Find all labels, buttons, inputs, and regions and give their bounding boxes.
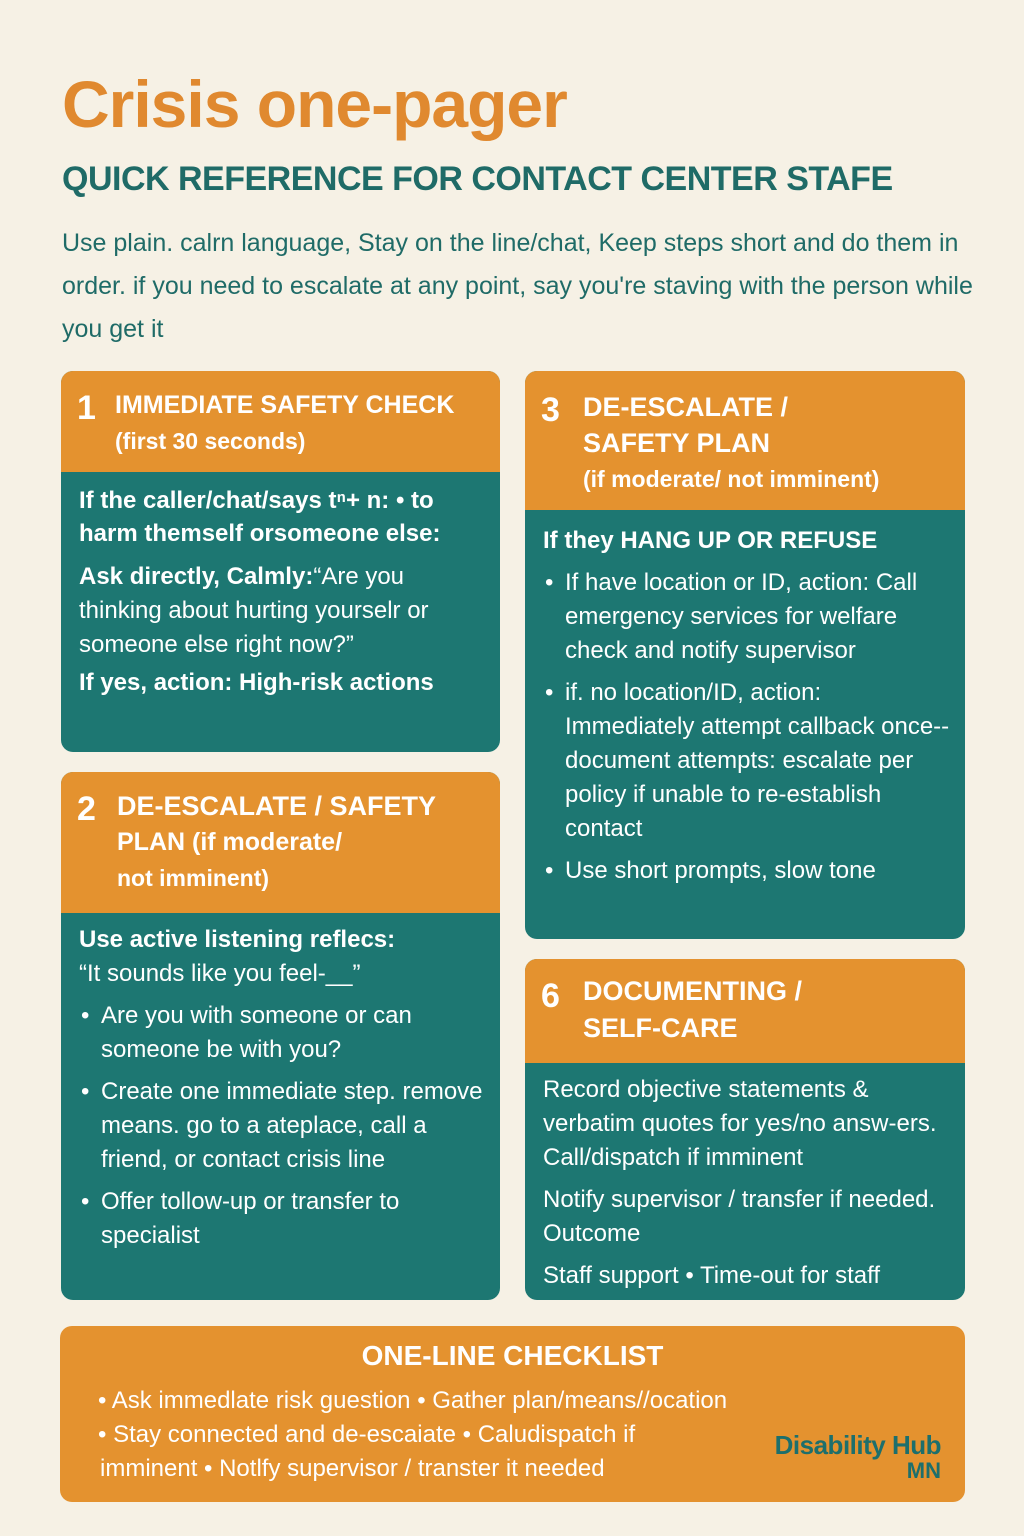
card-title-line: PLAN (if moderate/ xyxy=(117,828,343,856)
card-paragraph: Record objective statements & verbatim quotes for yes/no answ-ers. Call/dispatch if imminent xyxy=(543,1076,937,1171)
card-title-line: DE-ESCALATE / xyxy=(583,392,789,422)
checklist-title: ONE-LINE CHECKLIST xyxy=(361,1340,664,1371)
step-number: 1 xyxy=(77,389,96,427)
list-item: • Use short prompts, slow tone xyxy=(543,854,951,888)
card-title xyxy=(117,788,436,896)
checklist-line: • Stay connected and de-escaiate • Caludispatch if xyxy=(98,1421,636,1448)
card-lead: If they HANG UP OR REFUSE xyxy=(543,527,878,554)
card-title-line: not imminent) xyxy=(117,865,270,891)
card-lead: If the caller/chat/says tⁿ+ n: • to harm themself orsomeone else: xyxy=(79,487,441,547)
card-title-sub: (first 30 seconds) xyxy=(115,428,306,454)
ask-label: Ask directly, Calmly: xyxy=(79,563,314,590)
card-title-line: (if moderate/ not imminent) xyxy=(583,466,880,492)
card-title-line: SAFETY PLAN xyxy=(583,428,771,458)
logo-line: MN xyxy=(906,1458,941,1483)
page-subtitle: QUICK REFERENCE FOR CONTACT CENTER STAFE xyxy=(62,160,893,198)
list-item: • Offer tollow-up or transfer to specialist xyxy=(79,1185,486,1253)
card-immediate-safety-check xyxy=(61,371,500,752)
step-number: 2 xyxy=(77,790,96,828)
card-title xyxy=(115,387,454,459)
card-header xyxy=(525,371,965,510)
list-item: • Are you with someone or can someone be with you? xyxy=(79,999,486,1067)
card-lead: Use active listening reflecs: xyxy=(79,926,396,953)
ask-text: “Are you thinking about hurting yourselr or someone else right now?” xyxy=(79,563,429,658)
intro-text: Use plain. calrn language, Stay on the line/chat, Keep steps short and do them in order. if you need to escalate at any point, say you're staving with the person while you get it xyxy=(62,229,973,343)
card-paragraph: Staff support • Time-out for staff xyxy=(543,1262,881,1289)
card-paragraph: Notify supervisor / transfer if needed. Outcome xyxy=(543,1186,936,1247)
card-header xyxy=(61,371,500,472)
card-title xyxy=(583,973,802,1047)
card-body xyxy=(61,472,500,700)
card-action: If yes, action: High-risk actions xyxy=(79,669,434,696)
step-number: 6 xyxy=(541,977,560,1015)
card-documenting-self-care xyxy=(525,959,965,1300)
card-title-line: IMMEDIATE SAFETY CHECK xyxy=(115,391,455,419)
card-body xyxy=(61,913,500,1253)
list-item: • If have location or ID, action: Call emergency services for welfare check and notify supervisor xyxy=(543,566,951,668)
card-ask xyxy=(79,560,486,662)
card-body xyxy=(525,510,965,888)
step-number: 3 xyxy=(541,391,560,429)
card-title xyxy=(583,389,879,497)
list-item: • Create one immediate step. remove means. go to a ateplace, call a friend, or contact crisis line xyxy=(79,1075,486,1177)
list-item: • if. no location/ID, action: Immediately attempt callback once--document attempts: escalate per policy if unable to re-establish contact xyxy=(543,676,951,846)
disability-hub-logo xyxy=(775,1432,941,1484)
card-header xyxy=(525,959,965,1063)
card-title-line: DOCUMENTING / xyxy=(583,976,802,1006)
logo-line: Disability Hub xyxy=(774,1430,941,1460)
checklist-line: • Ask immedlate risk guestion • Gather plan/means//ocation xyxy=(98,1387,728,1414)
card-title-line: DE-ESCALATE / SAFETY xyxy=(117,791,437,821)
page-title: Crisis one-pager xyxy=(62,67,567,141)
card-deescalate-refuse xyxy=(525,371,965,939)
card-title-line: SELF-CARE xyxy=(583,1013,738,1043)
one-line-checklist xyxy=(60,1326,965,1502)
card-quote: “It sounds like you feel-__” xyxy=(79,960,361,987)
checklist-line: imminent • Notlfy supervisor / transter it needed xyxy=(100,1455,605,1482)
checklist-lines xyxy=(98,1384,748,1486)
card-deescalate-safety-plan xyxy=(61,772,500,1300)
card-header xyxy=(61,772,500,913)
card-body xyxy=(525,1063,965,1293)
